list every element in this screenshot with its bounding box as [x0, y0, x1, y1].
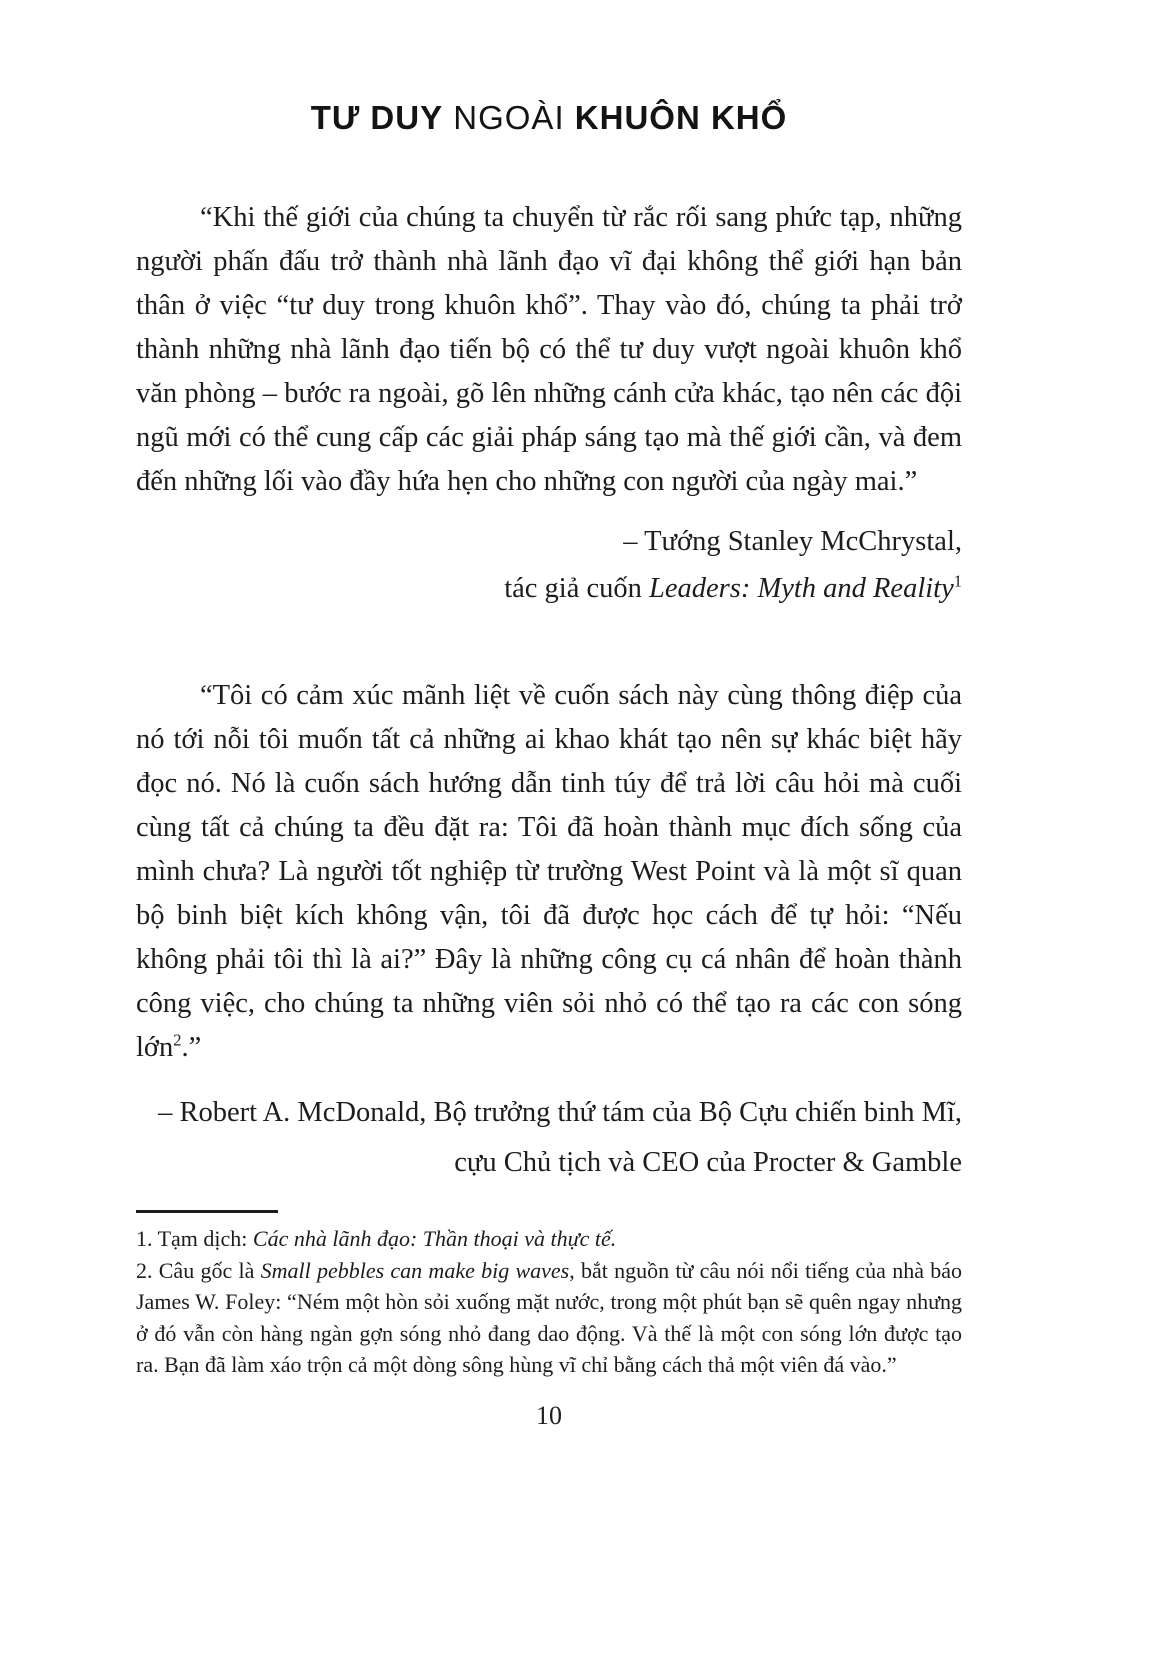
- title-segment-bold-2: KHUÔN KHỔ: [574, 99, 788, 136]
- quote-2-paragraph: [136, 674, 962, 1070]
- footnotes-section: [136, 1223, 962, 1381]
- footnote-1-translated-title: Các nhà lãnh đạo: Thần thoại và thực tế.: [252, 1226, 617, 1251]
- page-title: [136, 98, 962, 138]
- title-segment-regular: NGOÀI: [443, 99, 575, 136]
- title-segment-bold-1: TƯ DUY: [310, 99, 444, 136]
- quote-2-text: “Tôi có cảm xúc mãnh liệt về cuốn sách này cùng thông điệp của nó tới nỗi tôi muốn tất cả những ai khao khát tạo nên sự khác biệt hãy đọc nó. Nó là cuốn sách hướng dẫn tinh túy để trả lời câu hỏi mà cuối cùng tất cả chúng ta đều đặt ra: Tôi đã hoàn thành mục đích sống của mình chưa? Là người tốt nghiệp từ trường West Point và là một sĩ quan bộ binh biệt kích không vận, tôi đã được học cách để tự hỏi: “Nếu không phải tôi thì là ai?” Đây là những công cụ cá nhân để hoàn thành công việc, cho chúng ta những viên sỏi nhỏ có thể tạo ra các con sóng lớn: [136, 680, 962, 1063]
- quote-2-text-end: .”: [181, 1032, 202, 1063]
- footnote-2-original-phrase: Small pebbles can make big waves: [260, 1257, 570, 1283]
- footnote-reference-2: 2: [173, 1030, 182, 1050]
- footnote-reference-1: 1: [953, 571, 962, 591]
- quote-1-attribution-line-1: – Tướng Stanley McChrystal,: [623, 526, 962, 557]
- page-number: 10: [536, 1400, 562, 1430]
- footnote-2: [136, 1255, 962, 1381]
- footnote-1-prefix: 1. Tạm dịch:: [136, 1226, 253, 1251]
- footnote-2-prefix: 2. Câu gốc là: [136, 1257, 261, 1283]
- quote-1-attribution-line-2: [136, 565, 962, 612]
- quote-2-attribution: – Robert A. McDonald, Bộ trưởng thứ tám của Bộ Cựu chiến binh Mĩ, cựu Chủ tịch và CEO của Procter & Gamble: [158, 1097, 962, 1178]
- quote-1-attribution: [136, 518, 962, 612]
- quote-1-paragraph: “Khi thế giới của chúng ta chuyển từ rắc rối sang phức tạp, những người phấn đấu trở thành nhà lãnh đạo vĩ đại không thể giới hạn bản thân ở việc “tư duy trong khuôn khổ”. Thay vào đó, chúng ta phải trở thành những nhà lãnh đạo tiến bộ có thể tư duy vượt ngoài khuôn khổ văn phòng – bước ra ngoài, gõ lên những cánh cửa khác, tạo nên các đội ngũ mới có thể cung cấp các giải pháp sáng tạo mà thế giới cần, và đem đến những lối vào đầy hứa hẹn cho những con người của ngày mai.”: [136, 202, 962, 497]
- footnote-2-rest: , bắt nguồn từ câu nói nổi tiếng của nhà báo James W. Foley: “Ném một hòn sỏi xuống mặt nước, trong một phút bạn sẽ quên ngay nhưng ở đó vẫn còn hàng ngàn gợn sóng nhỏ đang dao động. Và thế là một con sóng lớn được tạo ra. Bạn đã làm xáo trộn cả một dòng sông hùng vĩ chỉ bằng cách thả một viên đá vào.”: [136, 1257, 962, 1377]
- quote-1-book-title: Leaders: Myth and Reality: [649, 573, 954, 604]
- quote-1-attribution-prefix: tác giả cuốn: [504, 573, 649, 604]
- footnote-1: [136, 1223, 962, 1255]
- footnote-divider: [136, 1210, 278, 1213]
